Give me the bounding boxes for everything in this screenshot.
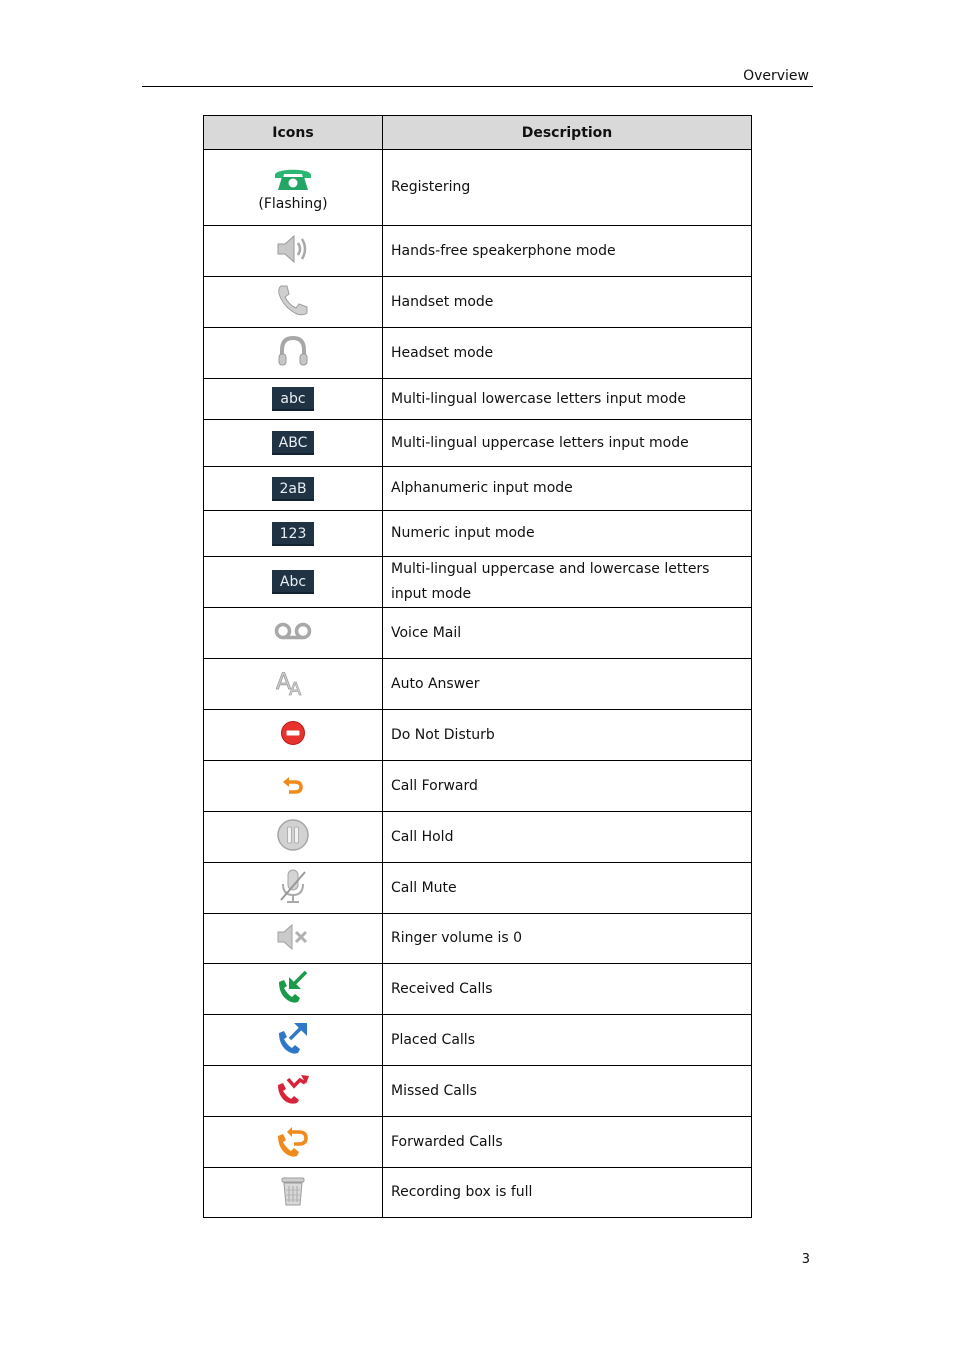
- table-row: [204, 420, 752, 467]
- table-row: [204, 511, 752, 557]
- auto-answer-icon: [274, 667, 312, 697]
- row-description: Missed Calls: [383, 1066, 752, 1117]
- received-calls-icon: [276, 969, 310, 1005]
- column-header-icons: Icons: [204, 116, 383, 150]
- table-row: [204, 277, 752, 328]
- row-description: Call Hold: [383, 812, 752, 863]
- row-description: Numeric input mode: [383, 511, 752, 557]
- table-row: [204, 226, 752, 277]
- handset-icon: [275, 283, 311, 317]
- row-description: Hands-free speakerphone mode: [383, 226, 752, 277]
- header-divider: [142, 86, 813, 87]
- row-description: Received Calls: [383, 964, 752, 1015]
- phone-registering-icon: [272, 164, 314, 192]
- row-description: Voice Mail: [383, 608, 752, 659]
- input-mode-badge: 123: [272, 522, 314, 546]
- row-description: Multi-lingual lowercase letters input mode: [383, 379, 752, 420]
- table-row: [204, 1066, 752, 1117]
- table-row: [204, 379, 752, 420]
- row-description: Recording box is full: [383, 1168, 752, 1218]
- table-row: [204, 761, 752, 812]
- row-description: Multi-lingual uppercase letters input mode: [383, 420, 752, 467]
- icons-table: [203, 115, 752, 1218]
- svg-text:A: A: [289, 679, 302, 697]
- table-row: [204, 150, 752, 226]
- table-row: [204, 557, 752, 608]
- row-description: Multi-lingual uppercase and lowercase letters input mode: [383, 557, 752, 608]
- row-description: Call Mute: [383, 863, 752, 914]
- input-mode-badge: 2aB: [272, 477, 314, 501]
- table-row: [204, 328, 752, 379]
- table-row: [204, 1015, 752, 1066]
- speaker-icon: [275, 233, 311, 265]
- column-header-description: Description: [383, 116, 752, 150]
- row-description: Registering: [383, 150, 752, 226]
- row-description: Call Forward: [383, 761, 752, 812]
- table-row: [204, 1168, 752, 1218]
- table-row: [204, 964, 752, 1015]
- row-description: Placed Calls: [383, 1015, 752, 1066]
- call-forward-icon: [280, 772, 306, 796]
- headset-icon: [275, 334, 311, 368]
- voicemail-icon: [273, 621, 313, 641]
- input-mode-badge: ABC: [272, 431, 314, 455]
- svg-text:A: A: [276, 670, 292, 695]
- page-number: 3: [801, 1252, 810, 1267]
- row-description: Do Not Disturb: [383, 710, 752, 761]
- placed-calls-icon: [276, 1020, 310, 1056]
- call-hold-icon: [276, 818, 310, 852]
- section-title: Overview: [743, 68, 809, 84]
- row-description: Forwarded Calls: [383, 1117, 752, 1168]
- table-row: [204, 659, 752, 710]
- table-row: [204, 914, 752, 964]
- recording-box-full-icon: [278, 1174, 308, 1208]
- row-description: Handset mode: [383, 277, 752, 328]
- table-row: [204, 710, 752, 761]
- row-description: Auto Answer: [383, 659, 752, 710]
- call-mute-icon: [276, 867, 310, 905]
- do-not-disturb-icon: [279, 719, 307, 747]
- table-row: [204, 608, 752, 659]
- row-description: Alphanumeric input mode: [383, 467, 752, 511]
- table-row: [204, 467, 752, 511]
- ringer-mute-icon: [275, 922, 311, 952]
- table-row: [204, 1117, 752, 1168]
- flashing-note: (Flashing): [258, 195, 328, 212]
- row-description: Headset mode: [383, 328, 752, 379]
- row-description: Ringer volume is 0: [383, 914, 752, 964]
- forwarded-calls-icon: [275, 1122, 311, 1158]
- table-row: [204, 863, 752, 914]
- table-row: [204, 812, 752, 863]
- table-header-row: [204, 116, 752, 150]
- input-mode-badge: abc: [272, 387, 314, 411]
- input-mode-badge: Abc: [272, 570, 314, 594]
- missed-calls-icon: [275, 1072, 311, 1106]
